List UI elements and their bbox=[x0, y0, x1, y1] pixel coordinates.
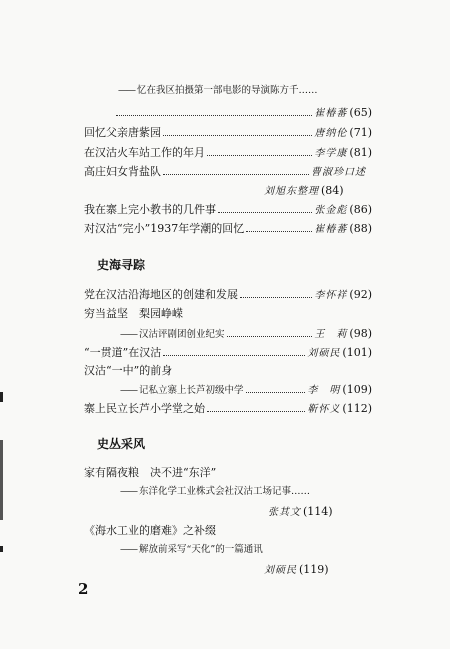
section-heading: 史丛采风 bbox=[97, 437, 146, 451]
toc-entry: 崔椿蕃 (65) bbox=[84, 106, 372, 121]
toc-entry: 汉沽“一中”的前身 bbox=[84, 364, 173, 377]
scan-edge-mark bbox=[0, 440, 3, 520]
toc-entry: 在汉沽火车站工作的年月 李学康 (81) bbox=[84, 146, 372, 159]
page-number: 2 bbox=[78, 580, 89, 598]
toc-entry: “一贯道”在汉沽 刘硕民 (101) bbox=[84, 346, 372, 359]
toc-entry: 张其文 (114) bbox=[268, 505, 333, 518]
scan-edge-mark bbox=[0, 546, 3, 552]
toc-entry-subtitle: —— 东洋化学工业株式会社汉沽工场记事…… bbox=[120, 486, 311, 497]
toc-entry: 刘硕民 (119) bbox=[264, 563, 329, 576]
section-heading: 史海寻踪 bbox=[97, 258, 146, 272]
toc-entry-subtitle: —— 忆在我区拍摄第一部电影的导演陈方千…… bbox=[118, 85, 318, 96]
toc-entry: 回忆父亲唐紫园 唐纳伦 (71) bbox=[84, 126, 372, 139]
toc-entry-subtitle: —— 汉沽评剧团创业纪实 王 莉 (98) bbox=[120, 327, 372, 340]
toc-entry-subtitle: —— 记私立寨上长芦初级中学 李 明 (109) bbox=[120, 383, 372, 396]
scan-edge-mark bbox=[0, 392, 3, 402]
toc-entry: 我在寨上完小教书的几件事 张金彪 (86) bbox=[84, 203, 372, 216]
toc-entry: 家有隔夜粮 决不进“东洋” bbox=[84, 466, 217, 479]
toc-entry: 《海水工业的磨难》之补缀 bbox=[84, 524, 216, 537]
toc-entry-subtitle: —— 解放前采写“天化”的一篇通讯 bbox=[120, 544, 263, 555]
toc-entry: 穷当益坚 梨园峥嵘 bbox=[84, 307, 183, 320]
toc-entry: 党在汉沽沿海地区的创建和发展 李怀祥 (92) bbox=[84, 288, 372, 301]
toc-entry: 刘旭东整理 (84) bbox=[264, 184, 344, 197]
toc-entry: 高庄妇女背盐队 曹淑珍口述 bbox=[84, 165, 366, 178]
toc-entry: 寨上民立长芦小学堂之始 靳怀义 (112) bbox=[84, 402, 372, 415]
toc-entry: 对汉沽“完小”1937年学潮的回忆 崔椿蕃 (88) bbox=[84, 222, 372, 235]
